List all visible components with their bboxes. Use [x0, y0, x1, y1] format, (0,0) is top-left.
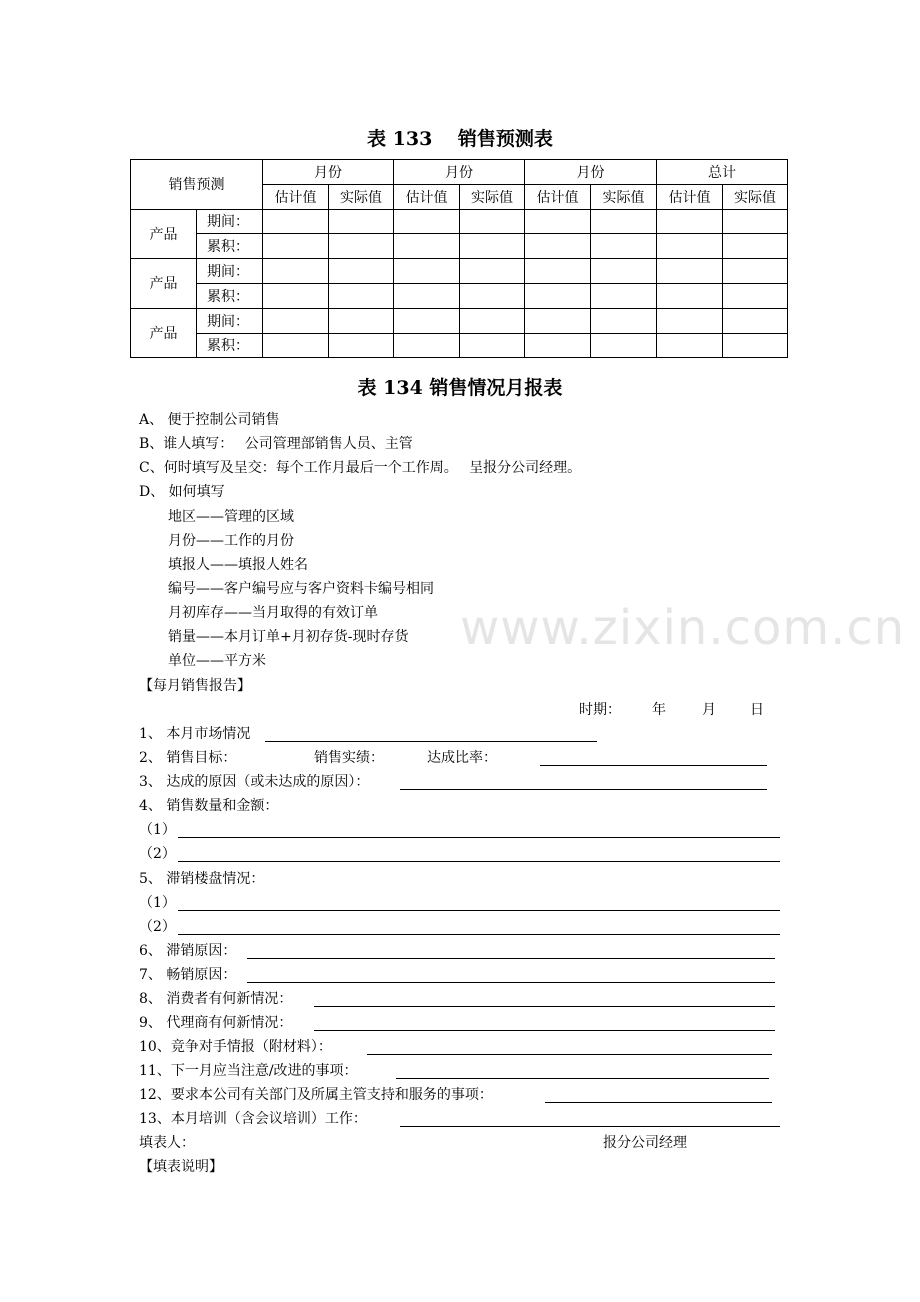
item-13-label: 13、本月培训（含会议培训）工作： [139, 1111, 367, 1127]
definition-opening-stock: 月初库存——当月取得的有效订单 [168, 605, 378, 621]
intro-line-d: D、 如何填写 [139, 484, 225, 500]
item-2-blank[interactable] [540, 765, 767, 766]
table-cell [263, 259, 329, 284]
sub-header-actual: 实际值 [460, 184, 525, 209]
item-4-sub-1-blank[interactable] [178, 837, 780, 838]
year-label: 年 [652, 702, 666, 718]
period-label: 期间： [197, 209, 263, 234]
period-label: 时期： [579, 702, 621, 718]
table-cell [657, 333, 723, 358]
period-label: 期间： [197, 308, 263, 333]
item-5-sub-1: （1） [139, 895, 176, 911]
table-cell [460, 333, 525, 358]
table-cell [525, 234, 591, 259]
table-cell [263, 234, 329, 259]
item-6-blank[interactable] [247, 958, 775, 959]
table-cell [525, 308, 591, 333]
col-group-month-1: 月份 [263, 160, 394, 185]
table-cell [329, 283, 394, 308]
table-cell [329, 308, 394, 333]
cumulative-label: 累积： [197, 234, 263, 259]
table-cell [657, 259, 723, 284]
table-cell [591, 209, 657, 234]
item-7-label: 7、 畅销原因： [139, 967, 237, 983]
manager-label: 报分公司经理 [603, 1135, 687, 1151]
table-cell [723, 259, 788, 284]
period-label: 期间： [197, 259, 263, 284]
definition-region: 地区——管理的区域 [168, 509, 294, 525]
table-cell [657, 308, 723, 333]
table-cell [723, 283, 788, 308]
item-11-blank[interactable] [396, 1078, 769, 1079]
table134-title: 表 134 销售情况月报表 [357, 377, 563, 399]
item-4-label: 4、 销售数量和金额： [139, 798, 279, 814]
sub-header-actual: 实际值 [723, 184, 788, 209]
table-cell [525, 209, 591, 234]
item-10-blank[interactable] [367, 1054, 772, 1055]
item-5-sub-2: （2） [139, 919, 176, 935]
table-cell [525, 259, 591, 284]
cumulative-label: 累积： [197, 283, 263, 308]
table-cell [263, 308, 329, 333]
cumulative-label: 累积： [197, 333, 263, 358]
table-cell [394, 333, 460, 358]
table-row [131, 333, 788, 358]
item-2-ratio-label: 达成比率： [427, 750, 497, 766]
sub-header-estimate: 估计值 [657, 184, 723, 209]
sub-header-actual: 实际值 [591, 184, 657, 209]
item-7-blank[interactable] [247, 982, 775, 983]
col-group-total: 总计 [657, 160, 788, 185]
item-10-label: 10、竞争对手情报（附材料）： [139, 1039, 332, 1055]
item-12-blank[interactable] [545, 1102, 772, 1103]
table-cell [460, 209, 525, 234]
item-4-sub-2-blank[interactable] [178, 861, 780, 862]
table-row [131, 234, 788, 259]
table-cell [591, 234, 657, 259]
table-cell [329, 333, 394, 358]
item-2-actual-label: 销售实绩： [314, 750, 384, 766]
item-8-blank[interactable] [314, 1006, 775, 1007]
product-label: 产品 [131, 308, 197, 358]
day-label: 日 [750, 702, 764, 718]
table-cell [723, 308, 788, 333]
table-cell [591, 283, 657, 308]
item-8-label: 8、 消费者有何新情况： [139, 991, 293, 1007]
monthly-report-heading: 【每月销售报告】 [139, 678, 251, 694]
intro-line-a: A、 便于控制公司销售 [139, 412, 280, 428]
table-cell [460, 283, 525, 308]
sub-header-actual: 实际值 [329, 184, 394, 209]
table-cell [329, 234, 394, 259]
table-cell [329, 259, 394, 284]
table-row [131, 259, 788, 284]
item-13-blank[interactable] [400, 1126, 780, 1127]
col-group-month-3: 月份 [525, 160, 657, 185]
table-cell [525, 283, 591, 308]
sub-header-estimate: 估计值 [263, 184, 329, 209]
table-cell [591, 333, 657, 358]
definition-month: 月份——工作的月份 [168, 533, 294, 549]
table-corner-label: 销售预测 [131, 160, 263, 210]
watermark: www.zixin.com.cn [460, 600, 906, 656]
table-cell [723, 333, 788, 358]
definition-number: 编号——客户编号应与客户资料卡编号相同 [168, 581, 434, 597]
sub-header-estimate: 估计值 [394, 184, 460, 209]
table-row [131, 283, 788, 308]
intro-line-c: C、何时填写及呈交：每个工作月最后一个工作周。 呈报分公司经理。 [139, 460, 582, 476]
table-row [131, 308, 788, 333]
item-4-sub-2: （2） [139, 846, 176, 862]
item-5-sub-2-blank[interactable] [178, 934, 780, 935]
item-6-label: 6、 滞销原因： [139, 943, 237, 959]
table133-title: 表 133 销售预测表 [367, 128, 553, 150]
table-cell [723, 209, 788, 234]
table-cell [394, 234, 460, 259]
sales-forecast-table [130, 159, 788, 358]
notes-heading: 【填表说明】 [139, 1159, 223, 1175]
table-cell [329, 209, 394, 234]
item-4-sub-1: （1） [139, 822, 176, 838]
product-label: 产品 [131, 209, 197, 259]
item-9-blank[interactable] [314, 1030, 775, 1031]
item-3-label: 3、 达成的原因（或未达成的原因）： [139, 774, 370, 790]
item-3-blank[interactable] [400, 789, 767, 790]
table-cell [460, 308, 525, 333]
table-cell [263, 209, 329, 234]
item-1-blank[interactable] [265, 741, 597, 742]
table-cell [657, 209, 723, 234]
month-label: 月 [702, 702, 716, 718]
table-cell [394, 308, 460, 333]
table-cell [591, 308, 657, 333]
table-cell [263, 333, 329, 358]
table-cell [591, 259, 657, 284]
item-2-target-label: 2、 销售目标： [139, 750, 237, 766]
table-cell [525, 333, 591, 358]
item-5-label: 5、 滞销楼盘情况： [139, 871, 265, 887]
table-cell [460, 259, 525, 284]
filler-label: 填表人： [139, 1135, 195, 1151]
table-cell [394, 259, 460, 284]
intro-line-b: B、谁人填写： 公司管理部销售人员、主管 [139, 436, 413, 452]
definition-filler: 填报人——填报人姓名 [168, 557, 308, 573]
sub-header-estimate: 估计值 [525, 184, 591, 209]
definition-sales-volume: 销量——本月订单+月初存货-现时存货 [168, 629, 409, 645]
col-group-month-2: 月份 [394, 160, 525, 185]
table-cell [460, 234, 525, 259]
table-cell [394, 283, 460, 308]
product-label: 产品 [131, 259, 197, 309]
item-12-label: 12、要求本公司有关部门及所属主管支持和服务的事项： [139, 1087, 493, 1103]
table-cell [657, 283, 723, 308]
item-5-sub-1-blank[interactable] [178, 910, 780, 911]
table-cell [657, 234, 723, 259]
item-9-label: 9、 代理商有何新情况： [139, 1015, 293, 1031]
table-row [131, 209, 788, 234]
item-1-label: 1、 本月市场情况 [139, 726, 251, 742]
table-cell [723, 234, 788, 259]
table-cell [394, 209, 460, 234]
definition-unit: 单位——平方米 [168, 653, 266, 669]
item-11-label: 11、下一月应当注意/改进的事项： [139, 1063, 358, 1079]
table-cell [263, 283, 329, 308]
